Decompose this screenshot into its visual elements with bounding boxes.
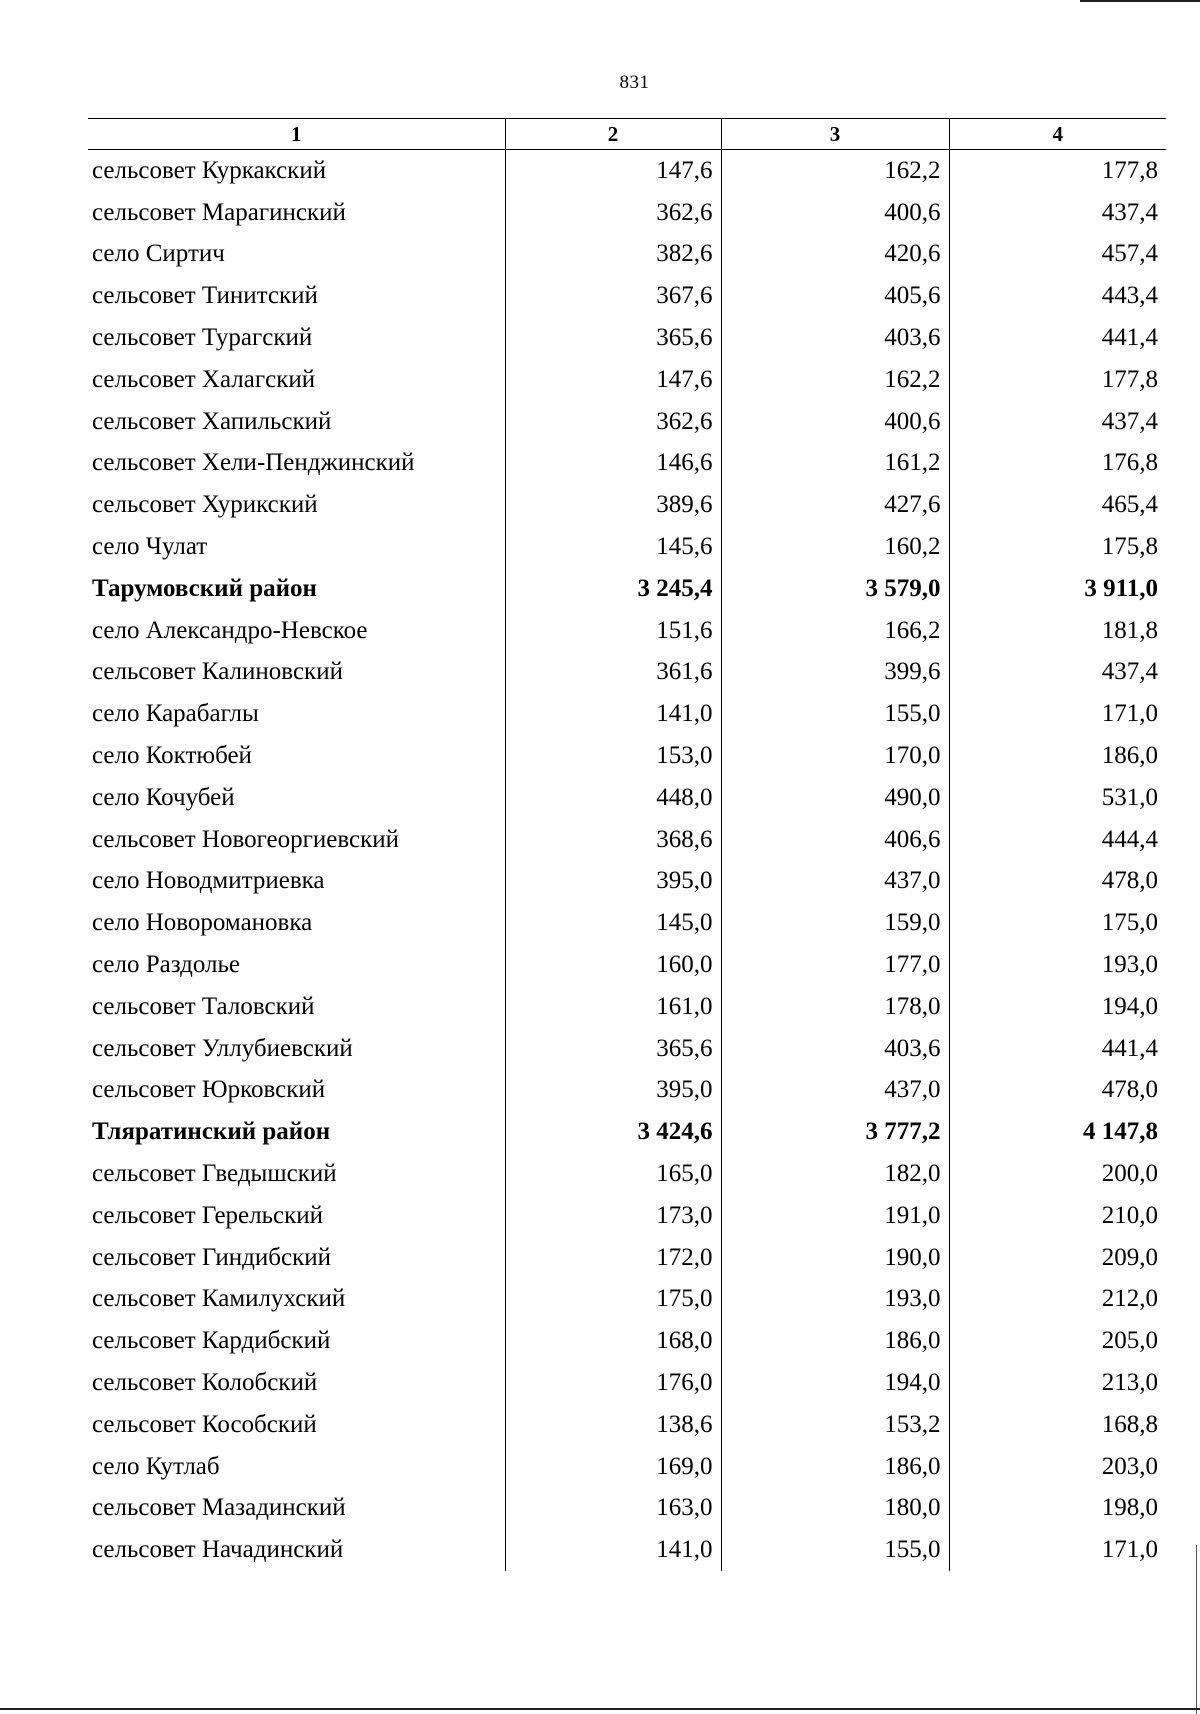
cell-col-3-value: 177,0 bbox=[721, 944, 949, 986]
cell-col-4-value: 441,4 bbox=[949, 317, 1166, 359]
cell-municipality-name: сельсовет Хели-Пенджинский bbox=[92, 449, 415, 477]
cell-col-4-value: 168,8 bbox=[949, 1404, 1166, 1446]
cell-col-4-value: 478,0 bbox=[949, 861, 1166, 903]
cell-col-2-value: 153,0 bbox=[505, 735, 721, 777]
cell-col-2-value: 168,0 bbox=[505, 1320, 721, 1362]
cell-col-2-value: 368,6 bbox=[505, 819, 721, 861]
cell-col-4-value: 441,4 bbox=[949, 1028, 1166, 1070]
table-row bbox=[88, 317, 1166, 359]
header-col-1: 1 bbox=[88, 119, 505, 150]
cell-col-3-value: 159,0 bbox=[721, 902, 949, 944]
cell-col-2-value: 147,6 bbox=[505, 150, 721, 192]
cell-municipality-name: село Кутлаб bbox=[92, 1452, 220, 1480]
cell-col-4-value: 205,0 bbox=[949, 1320, 1166, 1362]
cell-col-2-value: 395,0 bbox=[505, 1070, 721, 1112]
bottom-edge-rule bbox=[0, 1708, 1200, 1710]
cell-col-4-value: 209,0 bbox=[949, 1237, 1166, 1279]
cell-col-3-value: 193,0 bbox=[721, 1279, 949, 1321]
cell-col-3-value: 166,2 bbox=[721, 610, 949, 652]
cell-col-4-value: 177,8 bbox=[949, 150, 1166, 192]
cell-col-3-value: 160,2 bbox=[721, 526, 949, 568]
table-row bbox=[88, 192, 1166, 234]
table-row bbox=[88, 735, 1166, 777]
cell-col-3-value: 190,0 bbox=[721, 1237, 949, 1279]
cell-municipality-name: сельсовет Халагский bbox=[92, 365, 316, 393]
cell-col-2-value: 163,0 bbox=[505, 1488, 721, 1530]
right-edge-rule bbox=[1196, 1545, 1197, 1714]
cell-col-4-value: 437,4 bbox=[949, 401, 1166, 443]
cell-municipality-name: сельсовет Мазадинский bbox=[92, 1494, 346, 1522]
cell-col-2-value: 367,6 bbox=[505, 275, 721, 317]
cell-municipality-name: село Александро-Невское bbox=[92, 616, 368, 644]
cell-col-4-value: 210,0 bbox=[949, 1195, 1166, 1237]
cell-municipality-name: сельсовет Колобский bbox=[92, 1369, 318, 1396]
cell-col-2-value: 365,6 bbox=[505, 1028, 721, 1070]
cell-municipality-name: сельсовет Хапильский bbox=[92, 407, 332, 435]
cell-municipality-name: село Новодмитриевка bbox=[92, 867, 325, 895]
cell-col-2-value: 146,6 bbox=[505, 443, 721, 485]
cell-col-3-value: 162,2 bbox=[721, 150, 949, 192]
cell-col-3-value: 162,2 bbox=[721, 359, 949, 401]
cell-municipality-name: сельсовет Юрковский bbox=[92, 1076, 326, 1104]
cell-col-4-value: 177,8 bbox=[949, 359, 1166, 401]
cell-col-3-value: 400,6 bbox=[721, 192, 949, 234]
cell-municipality-name: сельсовет Гиндибский bbox=[92, 1243, 331, 1271]
cell-col-2-value: 141,0 bbox=[505, 693, 721, 735]
cell-col-2-value: 175,0 bbox=[505, 1279, 721, 1321]
header-col-3: 3 bbox=[721, 119, 949, 150]
cell-col-2-value: 172,0 bbox=[505, 1237, 721, 1279]
cell-col-2-value: 169,0 bbox=[505, 1446, 721, 1488]
cell-col-3-value: 182,0 bbox=[721, 1153, 949, 1195]
cell-col-4-value: 437,4 bbox=[949, 192, 1166, 234]
cell-col-4-value: 457,4 bbox=[949, 234, 1166, 276]
table-row bbox=[88, 693, 1166, 735]
cell-col-4-value: 194,0 bbox=[949, 986, 1166, 1028]
table-row bbox=[88, 1028, 1166, 1070]
table-body bbox=[88, 150, 1166, 1572]
cell-col-3-value: 427,6 bbox=[721, 484, 949, 526]
cell-col-4-value: 3 911,0 bbox=[949, 568, 1166, 610]
cell-municipality-name: село Карабаглы bbox=[92, 700, 259, 728]
cell-municipality-name: село Сиртич bbox=[92, 240, 225, 268]
cell-col-3-value: 3 777,2 bbox=[721, 1111, 949, 1153]
cell-col-3-value: 155,0 bbox=[721, 693, 949, 735]
cell-col-2-value: 165,0 bbox=[505, 1153, 721, 1195]
table-row bbox=[88, 359, 1166, 401]
top-edge-rule bbox=[1080, 0, 1200, 2]
cell-col-4-value: 437,4 bbox=[949, 652, 1166, 694]
table-row bbox=[88, 1488, 1166, 1530]
cell-col-4-value: 176,8 bbox=[949, 443, 1166, 485]
cell-col-3-value: 155,0 bbox=[721, 1529, 949, 1571]
cell-col-2-value: 141,0 bbox=[505, 1529, 721, 1571]
cell-col-4-value: 175,0 bbox=[949, 902, 1166, 944]
table-row bbox=[88, 1195, 1166, 1237]
table-row bbox=[88, 902, 1166, 944]
cell-col-4-value: 171,0 bbox=[949, 1529, 1166, 1571]
cell-col-4-value: 212,0 bbox=[949, 1279, 1166, 1321]
table-row bbox=[88, 986, 1166, 1028]
cell-col-2-value: 145,0 bbox=[505, 902, 721, 944]
cell-col-3-value: 3 579,0 bbox=[721, 568, 949, 610]
table-row bbox=[88, 401, 1166, 443]
table-row bbox=[88, 1529, 1166, 1571]
cell-col-2-value: 362,6 bbox=[505, 401, 721, 443]
table-row bbox=[88, 1070, 1166, 1112]
table-row bbox=[88, 1153, 1166, 1195]
cell-col-3-value: 161,2 bbox=[721, 443, 949, 485]
cell-col-2-value: 160,0 bbox=[505, 944, 721, 986]
table-row bbox=[88, 150, 1166, 192]
cell-col-2-value: 448,0 bbox=[505, 777, 721, 819]
cell-col-2-value: 173,0 bbox=[505, 1195, 721, 1237]
cell-col-4-value: 203,0 bbox=[949, 1446, 1166, 1488]
cell-col-2-value: 395,0 bbox=[505, 861, 721, 903]
cell-col-2-value: 145,6 bbox=[505, 526, 721, 568]
cell-municipality-name: сельсовет Кардибский bbox=[92, 1327, 331, 1355]
cell-col-2-value: 151,6 bbox=[505, 610, 721, 652]
cell-col-2-value: 3 245,4 bbox=[505, 568, 721, 610]
cell-col-3-value: 191,0 bbox=[721, 1195, 949, 1237]
cell-col-3-value: 153,2 bbox=[721, 1404, 949, 1446]
cell-municipality-name: сельсовет Кособский bbox=[92, 1410, 317, 1438]
table-row-district-total bbox=[88, 1111, 1166, 1153]
cell-col-2-value: 176,0 bbox=[505, 1362, 721, 1404]
cell-col-2-value: 389,6 bbox=[505, 484, 721, 526]
cell-col-2-value: 3 424,6 bbox=[505, 1111, 721, 1153]
cell-municipality-name: Тляратинский район bbox=[92, 1118, 331, 1146]
cell-municipality-name: село Кочубей bbox=[92, 783, 235, 811]
cell-col-2-value: 147,6 bbox=[505, 359, 721, 401]
page-number: 831 bbox=[619, 72, 650, 93]
cell-municipality-name: сельсовет Герельский bbox=[92, 1201, 324, 1229]
header-col-2: 2 bbox=[505, 119, 721, 150]
header-col-4: 4 bbox=[949, 119, 1166, 150]
table-row bbox=[88, 777, 1166, 819]
table-row bbox=[88, 652, 1166, 694]
cell-col-3-value: 490,0 bbox=[721, 777, 949, 819]
cell-col-3-value: 186,0 bbox=[721, 1320, 949, 1362]
cell-municipality-name: сельсовет Гведышский bbox=[92, 1160, 337, 1188]
cell-col-3-value: 437,0 bbox=[721, 1070, 949, 1112]
cell-col-4-value: 213,0 bbox=[949, 1362, 1166, 1404]
cell-col-4-value: 171,0 bbox=[949, 693, 1166, 735]
budget-table-container bbox=[88, 118, 1166, 1571]
cell-municipality-name: сельсовет Марагинский bbox=[92, 198, 346, 226]
cell-municipality-name: сельсовет Тинитский bbox=[92, 282, 318, 310]
cell-municipality-name: село Новоромановка bbox=[92, 909, 313, 937]
cell-municipality-name: сельсовет Турагский bbox=[92, 324, 313, 352]
cell-municipality-name: село Чулат bbox=[92, 533, 208, 561]
table-row-district-total bbox=[88, 568, 1166, 610]
cell-municipality-name: сельсовет Куркакский bbox=[92, 156, 327, 184]
cell-col-2-value: 382,6 bbox=[505, 234, 721, 276]
table-row bbox=[88, 1404, 1166, 1446]
cell-col-2-value: 362,6 bbox=[505, 192, 721, 234]
cell-col-4-value: 465,4 bbox=[949, 484, 1166, 526]
table-row bbox=[88, 526, 1166, 568]
budget-table bbox=[88, 118, 1166, 1571]
table-row bbox=[88, 484, 1166, 526]
table-row bbox=[88, 1320, 1166, 1362]
cell-col-2-value: 365,6 bbox=[505, 317, 721, 359]
cell-col-4-value: 531,0 bbox=[949, 777, 1166, 819]
cell-col-4-value: 193,0 bbox=[949, 944, 1166, 986]
cell-col-3-value: 406,6 bbox=[721, 819, 949, 861]
cell-municipality-name: сельсовет Новогеоргиевский bbox=[92, 825, 399, 853]
cell-municipality-name: сельсовет Таловский bbox=[92, 992, 315, 1020]
cell-col-4-value: 443,4 bbox=[949, 275, 1166, 317]
cell-col-4-value: 181,8 bbox=[949, 610, 1166, 652]
cell-municipality-name: сельсовет Камилухский bbox=[92, 1285, 346, 1313]
cell-col-3-value: 405,6 bbox=[721, 275, 949, 317]
table-row bbox=[88, 610, 1166, 652]
table-row bbox=[88, 443, 1166, 485]
table-row bbox=[88, 819, 1166, 861]
cell-col-3-value: 420,6 bbox=[721, 234, 949, 276]
cell-municipality-name: сельсовет Уллубиевский bbox=[92, 1034, 353, 1062]
cell-col-4-value: 444,4 bbox=[949, 819, 1166, 861]
table-row bbox=[88, 275, 1166, 317]
cell-col-4-value: 4 147,8 bbox=[949, 1111, 1166, 1153]
cell-col-3-value: 178,0 bbox=[721, 986, 949, 1028]
cell-col-3-value: 399,6 bbox=[721, 652, 949, 694]
cell-municipality-name: сельсовет Калиновский bbox=[92, 658, 343, 686]
cell-col-4-value: 198,0 bbox=[949, 1488, 1166, 1530]
table-row bbox=[88, 234, 1166, 276]
cell-col-2-value: 161,0 bbox=[505, 986, 721, 1028]
cell-col-3-value: 170,0 bbox=[721, 735, 949, 777]
table-row bbox=[88, 1362, 1166, 1404]
header-row bbox=[88, 119, 1166, 150]
cell-col-3-value: 186,0 bbox=[721, 1446, 949, 1488]
cell-municipality-name: село Раздолье bbox=[92, 951, 241, 979]
table-row bbox=[88, 1237, 1166, 1279]
cell-municipality-name: село Коктюбей bbox=[92, 742, 252, 770]
cell-col-4-value: 478,0 bbox=[949, 1070, 1166, 1112]
table-header bbox=[88, 119, 1166, 150]
table-row bbox=[88, 861, 1166, 903]
cell-col-2-value: 361,6 bbox=[505, 652, 721, 694]
cell-col-3-value: 400,6 bbox=[721, 401, 949, 443]
cell-municipality-name: сельсовет Начадинский bbox=[92, 1536, 344, 1564]
cell-col-4-value: 200,0 bbox=[949, 1153, 1166, 1195]
cell-municipality-name: сельсовет Хурикский bbox=[92, 491, 318, 519]
cell-col-3-value: 180,0 bbox=[721, 1488, 949, 1530]
cell-col-2-value: 138,6 bbox=[505, 1404, 721, 1446]
cell-col-3-value: 194,0 bbox=[721, 1362, 949, 1404]
cell-col-3-value: 403,6 bbox=[721, 317, 949, 359]
cell-col-3-value: 403,6 bbox=[721, 1028, 949, 1070]
table-row bbox=[88, 1279, 1166, 1321]
table-row bbox=[88, 944, 1166, 986]
table-row bbox=[88, 1446, 1166, 1488]
cell-col-4-value: 175,8 bbox=[949, 526, 1166, 568]
cell-municipality-name: Тарумовский район bbox=[92, 574, 317, 602]
cell-col-3-value: 437,0 bbox=[721, 861, 949, 903]
cell-col-4-value: 186,0 bbox=[949, 735, 1166, 777]
